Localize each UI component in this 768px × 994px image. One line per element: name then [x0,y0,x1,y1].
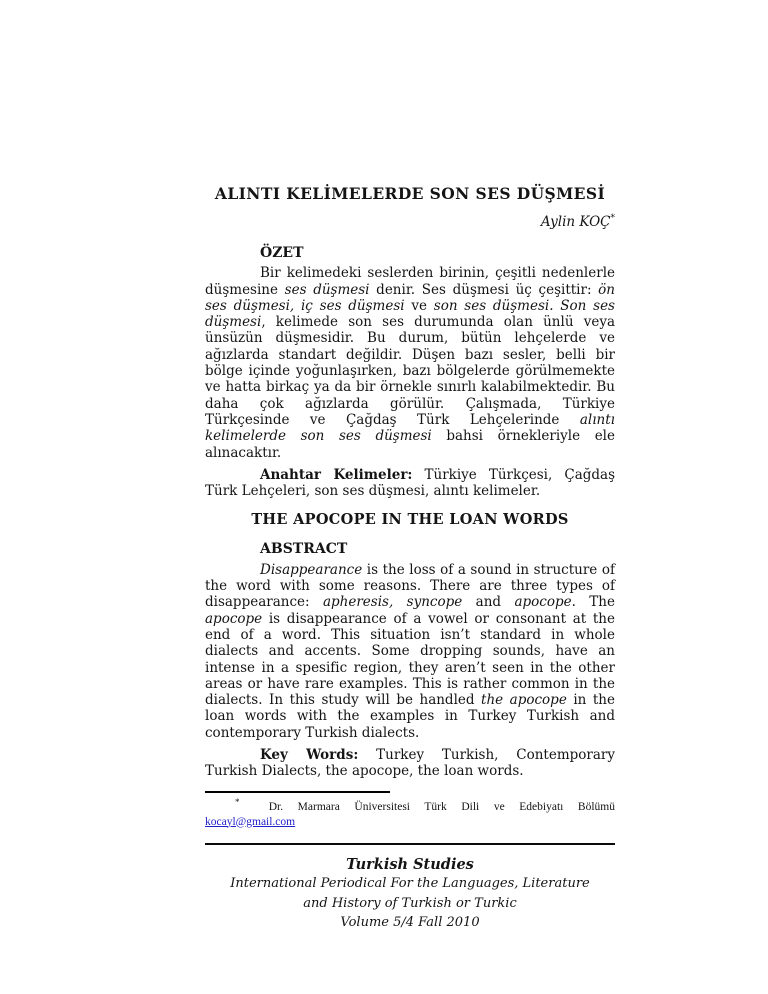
ozet-keywords: Anahtar Kelimeler: Türkiye Türkçesi, Çağdaş Türk Lehçeleri, son ses düşmesi, alıntı kelimeler. [205,466,615,500]
footer-subtitle-line-1: International Periodical For the Languages, Literature [230,876,590,891]
footer-volume: Volume 5/4 Fall 2010 [340,915,480,930]
footnote-affiliation: Dr. Marmara Üniversitesi Türk Dili ve Edebiyatı Bölümü [268,801,615,813]
footnote-symbol: * [235,797,240,808]
ozet-paragraph: Bir kelimedeki seslerden birinin, çeşitli nedenlerle düşmesine ses düşmesi denir. Ses düşmesi üç çeşittir: ön ses düşmesi, iç ses düşmesi ve son ses düşmesi. Son ses düşmesi, kelimede son ses durumunda olan ünlü veya ünsüzün düşmesidir. Bu durum, bütün lehçelerde ve ağızlarda standart değildir. Düşen bazı sesler, belli bir bölge içinde yoğunlaşırken, bazı bölgelerde görülmemekte ve hatta birkaç ya da bir örnekle sınırlı kalabilmektedir. Bu daha çok ağızlarda görülür. Çalışmada, Türkiye Türkçesinde ve Çağdaş Türk Lehçelerinde alıntı kelimelerde son ses düşmesi bahsi örnekleriyle ele alınacaktır. [205,265,615,461]
abstract-paragraph: Disappearance is the loss of a sound in structure of the word with some reasons. There are three types of disappearance: apheresis, syncope and apocope. The apocope is disappearance of a vowel or consonant at the end of a word. This situation isn’t standard in whole dialects and accents. Some dropping sounds, have an intense in a spesific region, they aren’t seen in the other areas or have rare examples. This is rather common in the dialects. In this study will be handled the apocope in the loan words with the examples in Turkey Turkish and contemporary Turkish dialects. [205,561,615,741]
ozet-heading: ÖZET [260,245,304,261]
footnote-separator-rule [205,791,390,793]
footer-journal-name: Turkish Studies [346,856,474,873]
article-title: ALINTI KELİMELERDE SON SES DÜŞMESİ [214,184,606,203]
author-name: Aylin KOÇ [540,214,611,230]
article-body [205,185,615,780]
footnote-email-line [205,816,615,830]
journal-footer [205,843,615,933]
abstract-heading: ABSTRACT [260,541,348,558]
author-line [205,214,615,230]
footnote-block [205,791,615,829]
footnote-text-line [205,797,615,815]
footer-subtitle-line-2: and History of Turkish or Turkic [303,895,517,911]
author-footnote-marker: * [610,213,615,224]
english-title: THE APOCOPE IN THE LOAN WORDS [251,511,569,529]
footnote-email-link[interactable]: kocayl@gmail.com [205,815,296,828]
footer-rule [205,843,615,845]
abstract-keywords: Key Words: Turkey Turkish, Contemporary Turkish Dialects, the apocope, the loan words. [205,747,615,780]
